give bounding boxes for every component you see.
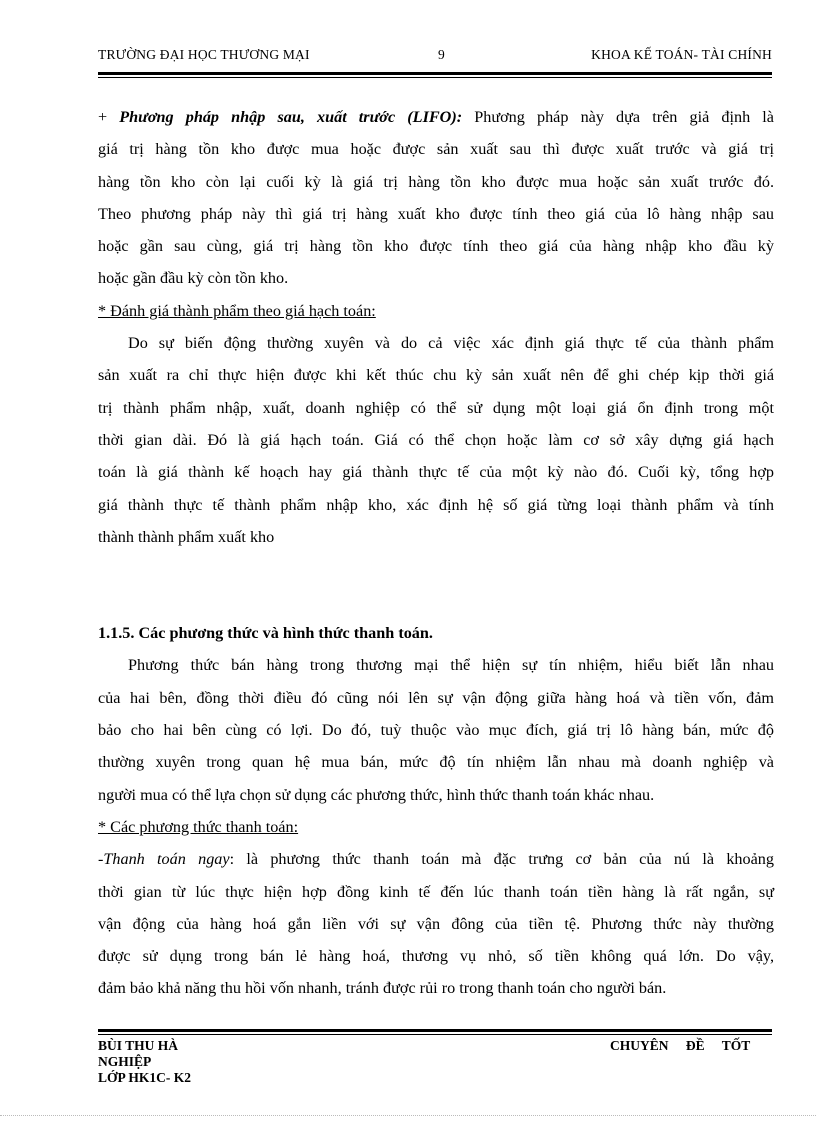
section-subheading (98, 811, 774, 843)
hach-toan-heading: * Đánh giá thành phẩm theo giá hạch toán: (98, 301, 376, 320)
paragraph-line: vận động của hàng hoá gắn liền với sự vận đông của tiền tệ. Phương thức này thường (98, 914, 774, 933)
payment-term: -Thanh toán ngay (98, 850, 230, 869)
paragraph-line: thành thành phẩm xuất kho (98, 527, 275, 546)
footer-thesis-label: CHUYÊN ĐỀ TỐT (610, 1038, 751, 1053)
bullet-prefix: + (98, 108, 120, 126)
header-rule-thin (98, 77, 772, 78)
paragraph-line: thời gian từ lúc thực hiện hợp đồng kinh tế đến lúc thanh toán tiền hàng là rất ngắn, sự (98, 882, 774, 901)
page-header (98, 47, 772, 69)
section-paragraph (98, 649, 774, 810)
footer-rule-thin (98, 1034, 772, 1035)
paragraph-line (98, 101, 774, 133)
paragraph-line: thời gian dài. Đó là giá hạch toán. Giá có thể chọn hoặc làm cơ sở xây dựng giá hạch (98, 430, 774, 449)
section-heading: 1.1.5. Các phương thức và hình thức thanh toán. (98, 624, 433, 643)
page-edge-dotted-line (0, 1115, 816, 1116)
footer-rule (98, 1029, 772, 1032)
footer-class: LỚP HK1C- K2 (98, 1070, 192, 1085)
footer-author-name: BÙI THU HÀ (98, 1038, 179, 1053)
paragraph-line: được sử dụng trong bán lẻ hàng hoá, thương vụ nhỏ, số tiền không quá lớn. Do vậy, (98, 947, 774, 966)
paragraph-line: sản xuất ra chỉ thực hiện được khi kết thúc chu kỳ sản xuất nên để ghi chép kịp thời giá (98, 366, 774, 385)
payment-heading-block (98, 811, 774, 843)
lifo-paragraph (98, 101, 774, 295)
lifo-title: Phương pháp nhập sau, xuất trước (LIFO): (119, 108, 463, 126)
footer-author-block (98, 1038, 191, 1086)
paragraph-line: Theo phương pháp này thì giá trị hàng xuất kho được tính theo giá của lô hàng nhập sau (98, 204, 774, 223)
paragraph-line: hoặc gần đầu kỳ còn tồn kho. (98, 269, 289, 288)
paragraph-line: Do sự biến động thường xuyên và do cả việc xác định giá thực tế của thành phẩm (128, 334, 774, 353)
hach-toan-heading-block (98, 295, 774, 327)
section-subheading (98, 295, 774, 327)
header-faculty-name: KHOA KẾ TOÁN- TÀI CHÍNH (591, 47, 772, 62)
hach-toan-paragraph (98, 327, 774, 553)
payment-paragraph (98, 843, 774, 1004)
line-text: Phương pháp này dựa trên giả định là (462, 108, 774, 126)
paragraph-line: đảm bảo khả năng thu hồi vốn nhanh, tránh được rủi ro trong thanh toán cho người bán. (98, 979, 667, 998)
paragraph-line: bảo cho hai bên cùng có lợi. Do đó, tuỳ thuộc vào mục đích, giá trị lô hàng bán, mức độ (98, 721, 774, 740)
paragraph-line: của hai bên, đồng thời điều đó cũng nói lên sự vận động giữa hàng hoá và tiền vốn, đảm (98, 688, 774, 707)
paragraph-line: người mua có thể lựa chọn sử dụng các phương thức, hình thức thanh toán khác nhau. (98, 785, 655, 804)
payment-heading: * Các phương thức thanh toán: (98, 817, 299, 836)
header-school-name: TRƯỜNG ĐẠI HỌC THƯƠNG MẠI (98, 47, 310, 62)
paragraph-line: thường xuyên trong quan hệ mua bán, mức độ tín nhiệm lẫn nhau mà doanh nghiệp và (98, 753, 774, 772)
line-text: : là phương thức thanh toán mà đặc trưng cơ bản của nú là khoảng (229, 850, 774, 869)
footer-line: NGHIỆP (98, 1054, 152, 1069)
paragraph-line: giá trị hàng tồn kho được mua hoặc được sản xuất sau thì được xuất trước và giá trị (98, 140, 774, 159)
header-rule (98, 72, 772, 75)
header-page-number: 9 (438, 47, 445, 62)
paragraph-line: Phương thức bán hàng trong thương mại thể hiện sự tín nhiệm, hiểu biết lẫn nhau (128, 656, 774, 675)
document-body (98, 101, 774, 1005)
paragraph-line: hàng tồn kho còn lại cuối kỳ là giá trị hàng tồn kho được mua hoặc sản xuất trước đó. (98, 172, 774, 191)
paragraph-line: toán là giá thành kế hoạch hay giá thành thực tế của một kỳ nào đó. Cuối kỳ, tổng hợp (98, 463, 774, 482)
paragraph-line: giá thành thực tế thành phẩm nhập kho, xác định hệ số giá từng loại thành phẩm và tính (98, 495, 774, 514)
spacer (98, 553, 774, 617)
paragraph-line: trị thành phẩm nhập, xuất, doanh nghiệp có thể sử dụng một loại giá ổn định trong một (98, 398, 774, 417)
section-heading-block (98, 617, 774, 649)
paragraph-line (98, 843, 774, 875)
paragraph-line: hoặc gần sau cùng, giá trị hàng tồn kho được tính theo giá của hàng nhập kho đầu kỳ (98, 237, 774, 256)
